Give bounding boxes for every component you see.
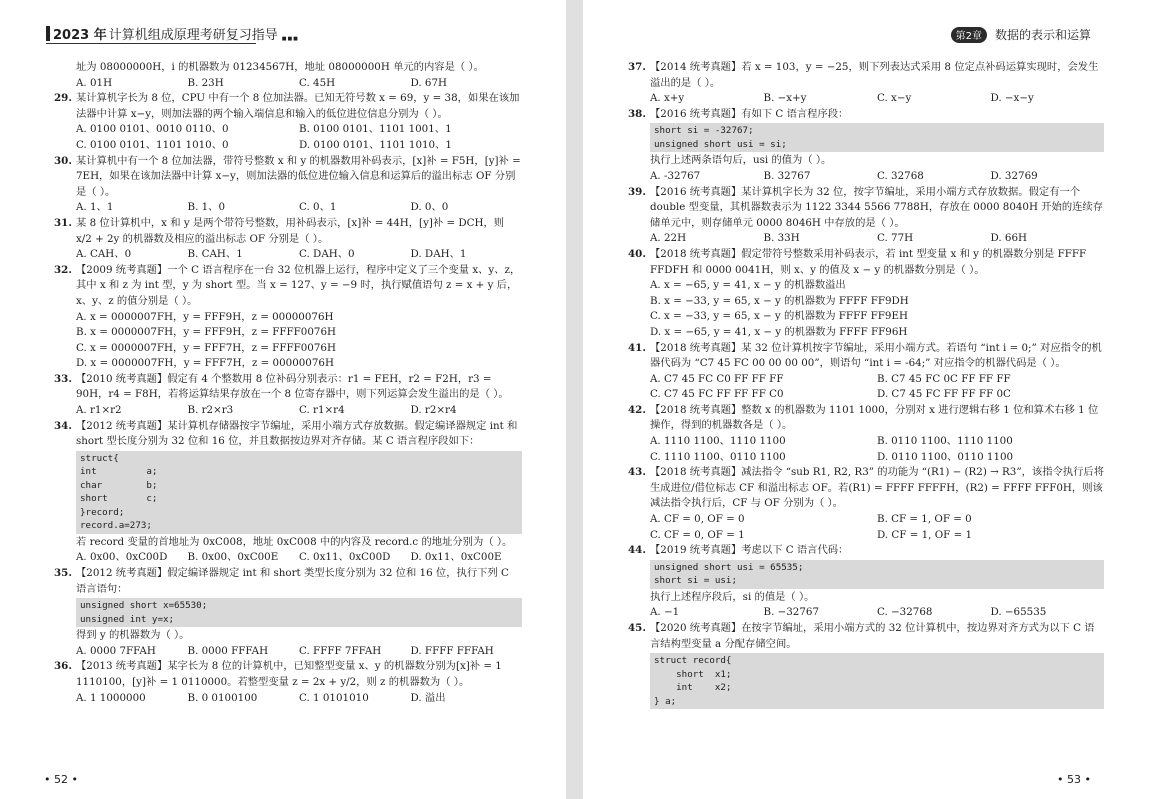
question-number: 43. (628, 466, 646, 479)
question (628, 341, 1104, 372)
question (54, 566, 522, 597)
left-page-number: • 52 • (44, 773, 78, 786)
answer-option: C. x−y (877, 92, 912, 105)
answer-option: D. CF = 1, OF = 1 (877, 528, 973, 541)
left-page-content (54, 60, 522, 706)
answer-option: D. r2×r4 (410, 404, 457, 417)
answer-option: D. 0x11、0xC00E (410, 551, 502, 564)
question (54, 659, 522, 690)
answer-option: D. DAH、1 (410, 248, 467, 261)
answer-option: C. 1 0101010 (299, 691, 369, 704)
question-number: 29. (54, 92, 72, 105)
answer-options (76, 550, 522, 566)
answer-option: A. -32767 (650, 169, 701, 182)
answer-option: A. CF = 0, OF = 0 (650, 513, 745, 526)
answer-options (650, 512, 1104, 543)
right-page-content (628, 60, 1104, 710)
question (54, 91, 522, 122)
answer-option: B. 1、0 (187, 201, 226, 214)
question-text: 【2020 统考真题】在按字节编址，采用小端方式的 32 位计算机中，按边界对齐方式为以下 C 语言结构型变量 a 分配存储空间。 (650, 622, 1095, 650)
question-continuation: 若 record 变量的首地址为 0xC008，地址 0xC008 中的内容及 record.c 的地址分别为（ ）。 (76, 535, 513, 548)
chapter-badge: 第2章 (951, 27, 987, 43)
question-text: 【2013 统考真题】某字长为 8 位的计算机中，已知整型变量 x、y 的机器数分别为[x]补 = 1 1110100，[y]补 = 1 0110000。若整型变量 z = 2x + y/2，则 z 的机器数为（ ）。 (76, 660, 502, 688)
question-number: 40. (628, 247, 646, 260)
answer-options (76, 122, 522, 153)
answer-option: C. 0、1 (299, 201, 337, 214)
question-text: 【2019 统考真题】考虑以下 C 语言代码： (650, 544, 849, 557)
answer-option: D. x = 0000007FH，y = FFF7H，z = 00000076H (76, 357, 334, 370)
answer-option: A. 1 1000000 (76, 691, 146, 704)
answer-options (76, 691, 522, 707)
code-block: unsigned short usi = 65535; short si = usi; (650, 560, 1104, 589)
question (54, 216, 522, 247)
answer-option: C. DAH、0 (299, 248, 355, 261)
question-text: 【2016 统考真题】有如下 C 语言程序段： (650, 107, 849, 120)
question-number: 34. (54, 419, 72, 432)
answer-option: D. 67H (410, 76, 448, 89)
question-text: 【2012 统考真题】假定编译器规定 int 和 short 类型长度分别为 32 位和 16 位，执行下列 C 语言语句： (76, 567, 509, 595)
answer-options (76, 76, 522, 92)
question-number: 37. (628, 61, 646, 73)
answer-option: C. 77H (877, 232, 914, 245)
answer-option: C. CF = 0, OF = 1 (650, 528, 745, 541)
answer-options (76, 200, 522, 216)
answer-option: A. x = −65, y = 41, x − y 的机器数溢出 (650, 279, 846, 292)
answer-option: A. 1110 1100、1110 1100 (650, 435, 786, 448)
code-block: unsigned short x=65530; unsigned int y=x; (76, 598, 522, 627)
answer-options (76, 403, 522, 419)
answer-option: C. x = 0000007FH，y = FFF7H，z = FFFF0076H (76, 341, 336, 354)
answer-option: C. 0x11、0xC00D (299, 551, 391, 564)
answer-option: D. C7 45 FC FF FF FF 0C (877, 388, 1011, 401)
question-number: 44. (628, 544, 646, 557)
answer-option: D. 32769 (990, 169, 1038, 182)
question (628, 247, 1104, 278)
question (628, 621, 1104, 652)
header-rule (46, 43, 256, 44)
question (628, 185, 1104, 232)
left-running-header (46, 24, 299, 43)
answer-option: B. 32767 (763, 169, 811, 182)
code-block: struct record{ short x1; int x2; } a; (650, 653, 1104, 709)
question (628, 107, 1104, 123)
header-bar-mark (46, 26, 50, 41)
answer-option: B. 33H (763, 232, 800, 245)
answer-option: C. −32768 (877, 606, 933, 619)
question-number: 41. (628, 341, 646, 354)
answer-option: C. 1110 1100、0110 1100 (650, 450, 786, 463)
question-text: 【2010 统考真题】假定有 4 个整数用 8 位补码分别表示：r1 = FEH，r2 = F2H，r3 = 90H，r4 = F8H，若将运算结果存放在一个 8 位寄存器中，则下列运算会发生溢出的是（ ）。 (76, 372, 509, 401)
answer-options (76, 310, 522, 372)
answer-option: A. 22H (650, 232, 687, 245)
answer-option: C. r1×r4 (299, 404, 345, 417)
answer-option: D. 66H (990, 232, 1028, 245)
answer-option: D. 0100 0101、1101 1010、1 (299, 138, 452, 151)
answer-option: C. 32768 (877, 169, 924, 182)
question-text: 【2018 统考真题】整数 x 的机器数为 1101 1000，分别对 x 进行逻辑右移 1 位和算术右移 1 位操作，得到的机器数各是（ ）。 (650, 403, 1099, 432)
answer-option: A. CAH、0 (76, 248, 132, 261)
answer-option: B. x = 0000007FH，y = FFF9H，z = FFFF0076H (76, 326, 336, 339)
question (54, 263, 522, 310)
answer-option: A. 01H (76, 76, 113, 89)
question (628, 465, 1104, 512)
answer-options (650, 434, 1104, 465)
question-text: 【2018 统考真题】假定带符号整数采用补码表示，若 int 型变量 x 和 y 的机器数分别是 FFFF FFDFH 和 0000 0041H，则 x、y 的值及 x − y 的机器数分别是（ ）。 (650, 247, 1087, 276)
answer-option: D. 0、0 (410, 201, 449, 214)
answer-option: D. −65535 (990, 606, 1047, 619)
answer-option: A. r1×r2 (76, 404, 122, 417)
question-number: 45. (628, 622, 646, 634)
answer-option: B. 0 0100100 (187, 691, 258, 704)
question-number: 30. (54, 154, 72, 167)
question-number: 36. (54, 660, 72, 673)
question-text: 【2018 统考真题】减法指令 “sub R1, R2, R3” 的功能为 “(R1) − (R2) → R3”，该指令执行后将生成进位/借位标志 CF 和溢出标志 OF。若(R1) = FFFF FFFFH，(R2) = FFFF FFF0H，则该减法指令执行后，CF 与 OF 分别为（ ）。 (650, 466, 1104, 510)
chapter-title: 数据的表示和运算 (994, 28, 1091, 42)
question-number: 39. (628, 185, 646, 198)
question (54, 372, 522, 403)
question-number: 31. (54, 216, 72, 229)
answer-options (76, 247, 522, 263)
question-text: 【2012 统考真题】某计算机存储器按字节编址，采用小端方式存放数据。假定编译器规定 int 和 short 型长度分别为 32 位和 16 位，并且数据按边界对齐存储。某 C 语言程序段如下： (76, 419, 518, 448)
answer-options (650, 231, 1104, 247)
answer-options (76, 644, 522, 660)
question-text: 【2016 统考真题】某计算机字长为 32 位，按字节编址，采用小端方式存放数据。假定有一个 double 型变量，其机器数表示为 1122 3344 5566 7788H，存放在 0000 8040H 开始的连续存储单元中，则存储单元 0000 8046H 中存放的是（ ）。 (650, 185, 1104, 229)
answer-options (650, 278, 1104, 340)
right-page-number: • 53 • (1057, 773, 1091, 786)
answer-option: D. FFFF FFFAH (410, 644, 494, 657)
answer-option: B. C7 45 FC 0C FF FF FF (877, 372, 1011, 385)
question-number: 33. (54, 372, 72, 385)
question (54, 154, 522, 201)
answer-options (650, 91, 1104, 107)
answer-option: B. 0000 FFFAH (187, 644, 269, 657)
header-book-title: 计算机组成原理考研复习指导 (108, 28, 278, 43)
answer-option: A. 0100 0101、0010 0110、0 (76, 123, 229, 136)
question-number: 35. (54, 567, 72, 580)
answer-option: B. 0110 1100、1110 1100 (877, 435, 1013, 448)
answer-option: C. C7 45 FC FF FF FF C0 (650, 388, 784, 401)
question (628, 543, 1104, 559)
question (628, 60, 1104, 91)
question-number: 32. (54, 263, 72, 276)
answer-option: B. 0100 0101、1101 1001、1 (299, 123, 452, 136)
question-text: 【2014 统考真题】若 x = 103，y = −25，则下列表达式采用 8 位定点补码运算实现时，会发生溢出的是（ ）。 (650, 61, 1099, 89)
question-continuation: 执行上述程序段后，si 的值是（ ）。 (650, 590, 815, 603)
question-continuation: 址为 08000000H，i 的机器数为 01234567H，地址 08000000H 单元的内容是（ ）。 (76, 61, 484, 73)
question-text: 某 8 位计算机中，x 和 y 是两个带符号整数，用补码表示，[x]补 = 44H，[y]补 = DCH，则 x/2 + 2y 的机器数及相应的溢出标志 OF 分别是（ ）。 (76, 216, 505, 245)
code-block: struct{ int a; char b; short c; }record; record.a=273; (76, 451, 522, 534)
question-text: 某计算机字长为 8 位，CPU 中有一个 8 位加法器。已知无符号数 x = 69，y = 38，如果在该加法器中计算 x−y，则加法器的两个输入端信息和输入的低位进位信息分别为（ ）。 (76, 92, 520, 120)
answer-option: B. −x+y (763, 92, 807, 105)
answer-option: D. x = −65, y = 41, x − y 的机器数为 FFFF FF96H (650, 325, 908, 338)
answer-option: B. r2×r3 (187, 404, 234, 417)
question-continuation: 执行上述两条语句后，usi 的值为（ ）。 (650, 154, 832, 167)
answer-option: A. 1、1 (76, 201, 114, 214)
question-continuation: 得到 y 的机器数为（ ）。 (76, 629, 190, 642)
answer-option: C. 0100 0101、1101 1010、0 (76, 138, 229, 151)
question-text: 某计算机中有一个 8 位加法器，带符号整数 x 和 y 的机器数用补码表示，[x]补 = F5H，[y]补 = 7EH，如果在该加法器中计算 x−y，则加法器的低位进位输入信息和运算后的溢出标志 OF 分别是（ ）。 (76, 154, 521, 198)
header-year: 2023 年 (53, 28, 107, 43)
answer-option: B. 23H (187, 76, 224, 89)
right-page (583, 0, 1149, 799)
answer-option: D. −x−y (990, 92, 1034, 105)
question-number: 42. (628, 403, 646, 416)
answer-option: D. 0110 1100、0110 1100 (877, 450, 1014, 463)
code-block: short si = -32767; unsigned short usi = si; (650, 123, 1104, 152)
question-number: 38. (628, 107, 646, 120)
answer-option: A. 0x00、0xC00D (76, 551, 168, 564)
question-text: 【2018 统考真题】某 32 位计算机按字节编址，采用小端方式。若语句 “int i = 0;” 对应指令的机器代码为 “C7 45 FC 00 00 00 00”，则语句 “int i = -64;” 对应指令的机器代码是（ ）。 (650, 341, 1102, 370)
book-gutter (566, 0, 583, 799)
left-page (0, 0, 566, 799)
answer-options (650, 605, 1104, 621)
answer-option: C. FFFF 7FFAH (299, 644, 382, 657)
answer-option: C. 45H (299, 76, 336, 89)
answer-option: C. x = −33, y = 65, x − y 的机器数为 FFFF FF9EH (650, 310, 908, 323)
question (628, 403, 1104, 434)
answer-option: B. x = −33, y = 65, x − y 的机器数为 FFFF FF9DH (650, 294, 909, 307)
answer-option: B. CAH、1 (187, 248, 243, 261)
answer-option: B. −32767 (763, 606, 819, 619)
answer-option: A. C7 45 FC C0 FF FF FF (650, 372, 784, 385)
answer-option: B. CF = 1, OF = 0 (877, 513, 972, 526)
header-tiny-mark: ■■■ (281, 35, 299, 42)
answer-option: B. 0x00、0xC00E (187, 551, 279, 564)
answer-option: A. −1 (650, 606, 680, 619)
answer-option: D. 溢出 (410, 691, 446, 704)
answer-options (650, 169, 1104, 185)
answer-options (650, 372, 1104, 403)
question-text: 【2009 统考真题】一个 C 语言程序在一台 32 位机器上运行，程序中定义了三个变量 x、y、z，其中 x 和 z 为 int 型，y 为 short 型。当 x = 127、y = −9 时，执行赋值语句 z = x + y 后，x、y、z 的值分别是（ ）。 (76, 263, 521, 307)
right-running-header (951, 26, 1091, 43)
answer-option: A. x+y (650, 92, 685, 105)
question (54, 419, 522, 450)
answer-option: A. 0000 7FFAH (76, 644, 156, 657)
answer-option: A. x = 0000007FH，y = FFF9H，z = 00000076H (76, 310, 334, 323)
